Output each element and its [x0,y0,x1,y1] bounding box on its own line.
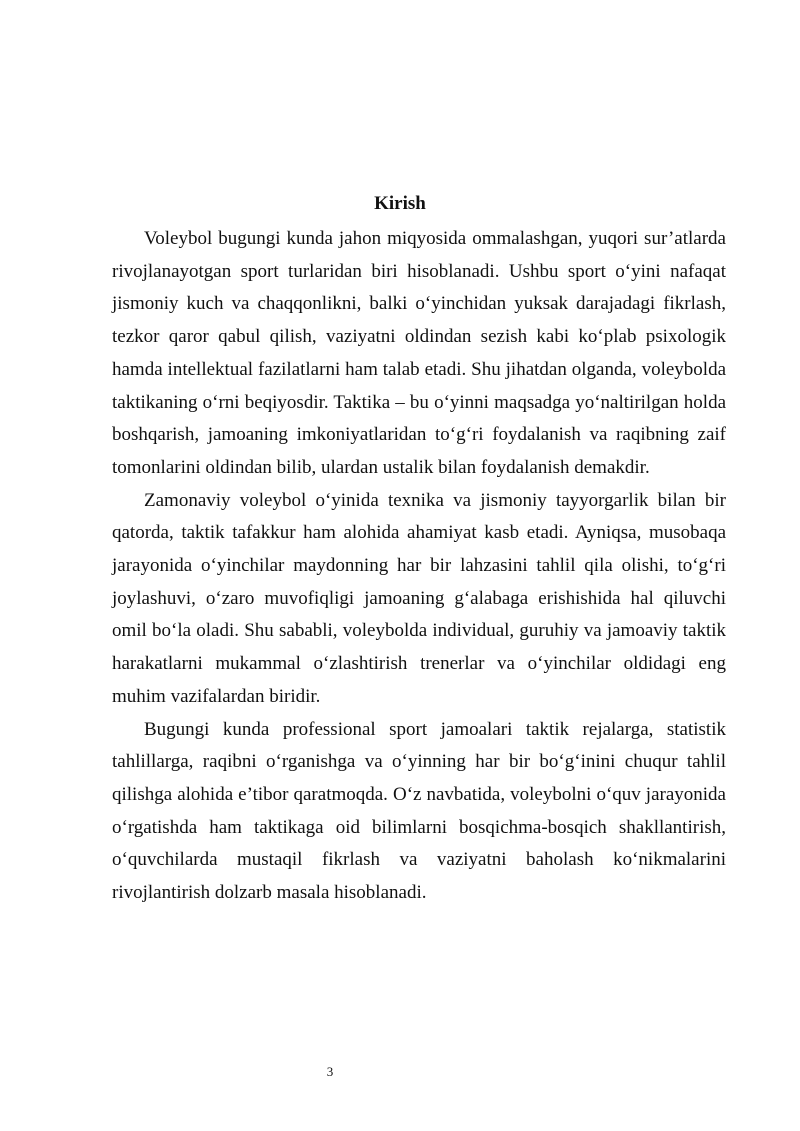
body-text [112,223,726,910]
section-heading: Kirish [374,193,426,214]
page-number: 3 [326,1064,334,1079]
paragraph-2: Zamonaviy voleybol o‘yinida texnika va jismoniy tayyorgarlik bilan bir qatorda, taktik tafakkur ham alohida ahamiyat kasb etadi. Ayniqsa, musobaqa jarayonida o‘yinchilar maydonning har bir lahzasini tahlil qila olishi, to‘g‘ri joylashuvi, o‘zaro muvofiqligi jamoaning g‘alabaga erishishida hal qiluvchi omil bo‘la oladi. Shu sababli, voleybolda individual, guruhiy va jamoaviy taktik harakatlarni mukammal o‘zlashtirish trenerlar va o‘yinchilar oldidagi eng muhim vazifalardan biridir. [112,489,726,707]
paragraph-1: Voleybol bugungi kunda jahon miqyosida ommalashgan, yuqori sur’atlarda rivojlanayotgan sport turlaridan biri hisoblanadi. Ushbu sport o‘yini nafaqat jismoniy kuch va chaqqonlikni, balki o‘yinchidan yuksak darajadagi fikrlash, tezkor qaror qabul qilish, vaziyatni oldindan sezish kabi ko‘plab psixologik hamda intellektual fazilatlarni ham talab etadi. Shu jihatdan olganda, voleybolda taktikaning o‘rni beqiyosdir. Taktika – bu o‘yinni maqsadga yo‘naltirilgan holda boshqarish, jamoaning imkoniyatlaridan to‘g‘ri foydalanish va raqibning zaif tomonlarini oldindan bilib, ulardan ustalik bilan foydalanish demakdir. [112,228,726,478]
paragraph-3: Bugungi kunda professional sport jamoalari taktik rejalarga, statistik tahlillarga, raqibni o‘rganishga va o‘yinning har bir bo‘g‘inini chuqur tahlil qilishga alohida e’tibor qaratmoqda. O‘z navbatida, voleybolni o‘quv jarayonida o‘rgatishda ham taktikaga oid bilimlarni bosqichma-bosqich shakllantirish, o‘quvchilarda mustaqil fikrlash va vaziyatni baholash ko‘nikmalarini rivojlantirish dolzarb masala hisoblanadi. [112,718,726,904]
